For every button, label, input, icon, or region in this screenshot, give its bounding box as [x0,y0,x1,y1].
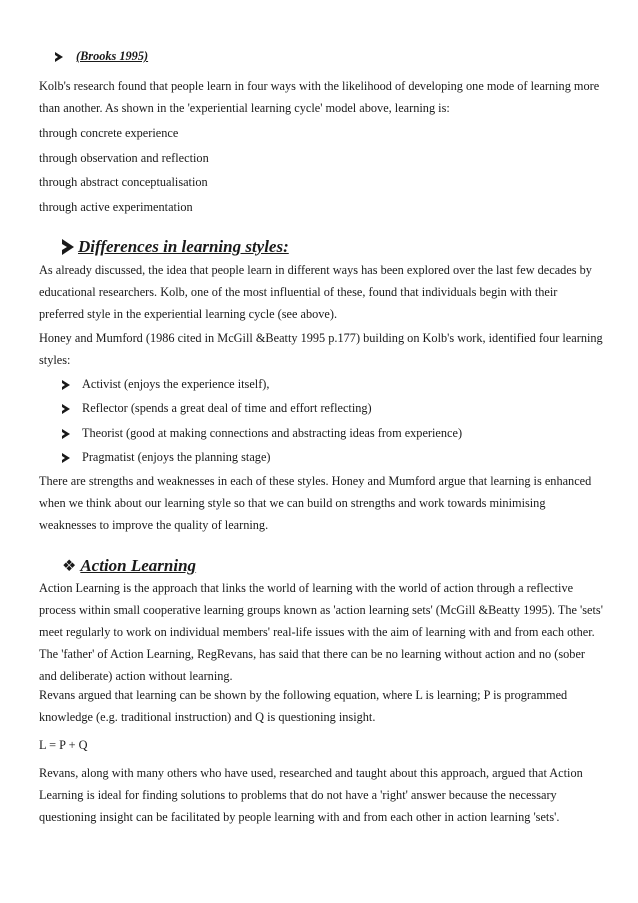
style-item: Pragmatist (enjoys the planning stage) [62,450,271,465]
arrow-bullet-icon [55,52,63,62]
arrow-bullet-icon [62,429,70,439]
differences-heading: Differences in learning styles: [78,237,289,256]
style-item: Activist (enjoys the experience itself), [62,377,269,392]
differences-heading-row [62,237,289,257]
ways-list [39,121,605,219]
equation-intro-paragraph: Revans argued that learning can be shown by the following equation, where L is learning; P is programmed knowledge (e.g. traditional instruction) and Q is questioning insight. [39,688,568,724]
revans-paragraph: Revans, along with many others who have used, researched and taught about this approach, argued that Action Learning is ideal for finding solutions to problems that do not have a 'right' answer because the necessary questioning insight can be facilitated by people learning with and from each other in action learning 'sets'. [39,766,583,824]
arrow-bullet-icon [62,404,70,414]
arrow-bullet-icon [62,380,70,390]
action-learning-heading: Action Learning [80,556,197,575]
kolb-paragraph: Kolb's research found that people learn in four ways with the likelihood of developing one mode of learning more than another. As shown in the 'experiential learning cycle' model above, learning is: [39,79,600,115]
way-item: through abstract conceptualisation [39,175,208,189]
arrow-bullet-icon [62,239,74,255]
action-learning-paragraph: Action Learning is the approach that links the world of learning with the world of action through a reflective process within small cooperative learning groups known as 'action learning sets' (McGill &Beatty 1995). The 'sets' meet regularly to work on individual members' real-life issues with the aim of learning with and from each other. The 'father' of Action Learning, RegRevans, has said that there can be no learning without action and no (sober and deliberate) action without learning. [39,581,603,683]
action-heading-row [62,556,196,576]
arrow-bullet-icon [62,453,70,463]
equation: L = P + Q [39,738,88,752]
ref-bullet [55,49,148,64]
differences-paragraph: As already discussed, the idea that people learn in different ways has been explored over the last few decades by educational researchers. Kolb, one of the most influential of these, found that individuals begin with their preferred style in the experiential learning cycle (see above). [39,263,592,321]
way-item: through active experimentation [39,199,193,214]
way-item: through concrete experience [39,126,179,140]
strengths-paragraph: There are strengths and weaknesses in each of these styles. Honey and Mumford argue that learning is enhanced when we think about our learning style so that we can build on strengths and work towards minimising weaknesses to improve the quality of learning. [39,474,592,532]
diamond-bullet-icon: ❖ [62,558,77,575]
style-item: Theorist (good at making connections and abstracting ideas from experience) [62,426,462,441]
honey-mumford-paragraph: Honey and Mumford (1986 cited in McGill &Beatty 1995 p.177) building on Kolb's work, identified four learning styles: [39,331,603,367]
way-item: through observation and reflection [39,150,209,165]
style-item: Reflector (spends a great deal of time and effort reflecting) [62,401,372,416]
brooks-reference: (Brooks 1995) [76,49,149,63]
